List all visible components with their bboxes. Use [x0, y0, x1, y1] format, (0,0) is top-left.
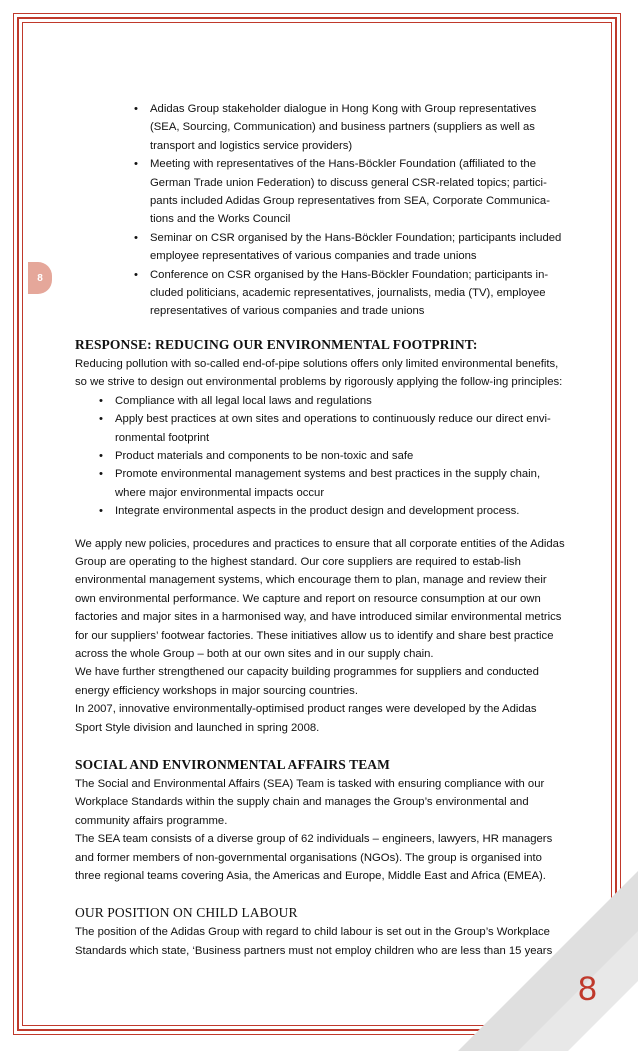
page-number: 8: [578, 970, 597, 1008]
list-item: • Conference on CSR organised by the Hans-Böckler Foundation; participants in-cluded politicians, academic representatives, journalists, media (TV), employee representatives of various companies and trade unions: [75, 266, 565, 321]
response-paragraph-3: In 2007, innovative environmentally-optimised product ranges were developed by the Adidas Sport Style division and launched in spring 2008.: [75, 703, 537, 734]
response-intro: Reducing pollution with so-called end-of-pipe solutions offers only limited environmental benefits, so we strive to design out environmental problems by rigorously applying the follow-ing principles:: [75, 357, 563, 389]
response-paragraph-1: We apply new policies, procedures and practices to ensure that all corporate entities of the Adidas Group are operating to the highest standard. Our core suppliers are required to estab-lish environmental management systems, which encourage them to plan, manage and review their own environmental performance. We capture and report on resource consumption at our own factories and major sites in a harmonised way, and have introduced similar environmental metrics for our suppliers’ footwear factories. These initiatives allow us to identify and share best practice across the whole Group – both at our own sites and in our supply chain.: [75, 537, 565, 660]
sea-paragraph-2: The SEA team consists of a diverse group of 62 individuals – engineers, lawyers, HR managers and former members of non-governmental organisations (NGOs). The group is organised into three regional teams covering Asia, the Americas and Europe, Middle East and Africa (EMEA).: [75, 833, 553, 883]
child-labour-heading: OUR POSITION ON CHILD LABOUR: [75, 905, 298, 921]
list-item: • Adidas Group stakeholder dialogue in Hong Kong with Group representatives (SEA, Sourcing, Communication) and business partners (suppliers as well as transport and logistics service providers): [75, 100, 565, 155]
document-body: [75, 100, 565, 960]
child-labour-paragraph: The position of the Adidas Group with regard to child labour is set out in the Group’s Workplace Standards which state, ‘Business partners must not employ children who are less than 15 years: [75, 926, 553, 957]
principles-list: [75, 392, 565, 521]
side-page-number-tab: [28, 262, 52, 294]
list-item: • Product materials and components to be non-toxic and safe: [75, 447, 565, 465]
side-page-number: 8: [37, 272, 43, 284]
list-item: • Promote environmental management systems and best practices in the supply chain, where major environmental impacts occur: [75, 465, 565, 502]
list-item: • Integrate environmental aspects in the product design and development process.: [75, 502, 565, 520]
response-heading: RESPONSE: REDUCING OUR ENVIRONMENTAL FOOTPRINT:: [75, 336, 478, 352]
list-item: • Compliance with all legal local laws and regulations: [75, 392, 565, 410]
list-item: • Apply best practices at own sites and operations to continuously reduce our direct envi-ronmental footprint: [75, 410, 565, 447]
list-item: • Meeting with representatives of the Hans-Böckler Foundation (affiliated to the German Trade union Federation) to discuss general CSR-related topics; partici-pants included Adidas Group representatives from SEA, Corporate Communica-tions and the Works Council: [75, 155, 565, 229]
stakeholder-dialogue-list: [75, 100, 565, 321]
sea-paragraph-1: The Social and Environmental Affairs (SEA) Team is tasked with ensuring compliance with our Workplace Standards within the supply chain and manages the Group’s environmental and community affairs programme.: [75, 778, 545, 827]
sea-heading: SOCIAL AND ENVIRONMENTAL AFFAIRS TEAM: [75, 757, 390, 772]
list-item: • Seminar on CSR organised by the Hans-Böckler Foundation; participants included employee representatives of various companies and trade unions: [75, 229, 565, 266]
response-paragraph-2: We have further strengthened our capacity building programmes for suppliers and conducted energy efficiency workshops in major sourcing countries.: [75, 666, 539, 697]
